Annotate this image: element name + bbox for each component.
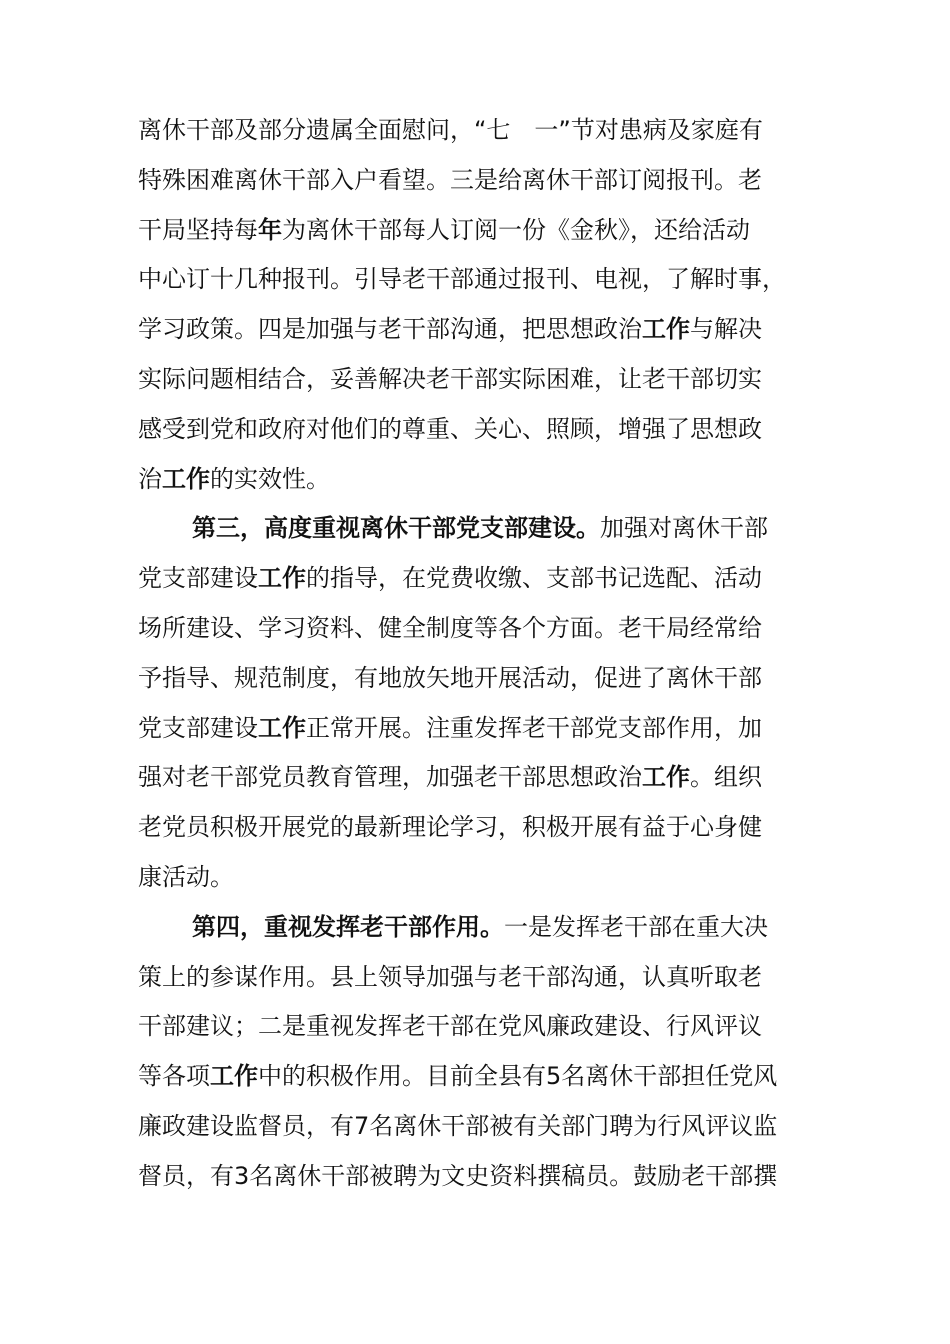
text-line xyxy=(138,1052,838,1102)
text-segment: 策上的参谋作用。县上领导加强与老干部沟通，认真听取老 xyxy=(138,962,762,991)
text-segment: 中心订十几种报刊。引导老干部通过报刊、电视，了解时事， xyxy=(138,265,786,294)
text-line xyxy=(138,305,838,355)
text-segment: 加强对离休干部 xyxy=(600,514,768,543)
text-segment: 与解决 xyxy=(690,315,762,344)
bold-text-segment: 第四，重视发挥老干部作用。 xyxy=(192,912,504,941)
text-segment: 离休干部及部分遗属全面慰问，“七 一”节对患病及家庭有 xyxy=(138,116,763,144)
text-segment: 老党员积极开展党的最新理论学习，积极开展有益于心身健 xyxy=(138,813,762,842)
bold-text-segment: 工作 xyxy=(210,1062,258,1091)
text-segment: 的实效性。 xyxy=(210,464,330,493)
text-segment: 。组织 xyxy=(690,763,762,792)
text-line xyxy=(138,156,838,206)
text-segment: 予指导、规范制度，有地放矢地开展活动，促进了离休干部 xyxy=(138,663,762,692)
text-line xyxy=(138,1002,838,1052)
text-line xyxy=(138,455,838,505)
text-line xyxy=(138,255,838,305)
text-segment: 感受到党和政府对他们的尊重、关心、照顾，增强了思想政 xyxy=(138,414,762,443)
text-segment: 督员，有3名离休干部被聘为文史资料撰稿员。鼓励老干部撰 xyxy=(138,1161,778,1190)
bold-text-segment: 第三，高度重视离休干部党支部建设。 xyxy=(192,514,600,543)
text-line xyxy=(138,853,838,903)
text-line xyxy=(138,206,838,256)
text-segment: 等各项 xyxy=(138,1062,210,1091)
paragraph-first-line xyxy=(138,903,838,953)
text-line xyxy=(138,1102,838,1152)
text-segment: 一是发挥老干部在重大决 xyxy=(504,912,768,941)
text-line xyxy=(138,554,838,604)
text-line xyxy=(138,604,838,654)
text-segment: 中的积极作用。目前全县有5名离休干部担任党风 xyxy=(258,1062,778,1091)
text-segment: 的指导，在党费收缴、支部书记选配、活动 xyxy=(306,564,762,593)
text-line xyxy=(138,654,838,704)
text-line xyxy=(138,953,838,1003)
text-line xyxy=(138,405,838,455)
bold-text-segment: 工作 xyxy=(642,315,690,344)
text-segment: 党支部建设 xyxy=(138,564,258,593)
text-segment: 康活动。 xyxy=(138,862,234,891)
text-segment: 学习政策。四是加强与老干部沟通，把思想政治 xyxy=(138,315,642,344)
text-segment: 实际问题相结合，妥善解决老干部实际困难，让老干部切实 xyxy=(138,364,762,393)
text-line xyxy=(138,106,838,156)
text-segment: 干局坚持每 xyxy=(138,215,258,244)
text-segment: 治 xyxy=(138,464,162,493)
text-segment: 场所建设、学习资料、健全制度等各个方面。老干局经常给 xyxy=(138,613,762,642)
text-line xyxy=(138,355,838,405)
text-line xyxy=(138,803,838,853)
text-line xyxy=(138,753,838,803)
bold-text-segment: 工作 xyxy=(642,763,690,792)
text-line xyxy=(138,1152,838,1202)
bold-text-segment: 工作 xyxy=(258,564,306,593)
bold-text-segment: 年 xyxy=(258,215,282,244)
text-segment: 强对老干部党员教育管理，加强老干部思想政治 xyxy=(138,763,642,792)
text-segment: 党支部建设 xyxy=(138,713,258,742)
paragraph-first-line xyxy=(138,504,838,554)
text-segment: 为离休干部每人订阅一份《金秋》，还给活动 xyxy=(282,215,750,244)
text-segment: 正常开展。注重发挥老干部党支部作用，加 xyxy=(306,713,762,742)
text-segment: 特殊困难离休干部入户看望。三是给离休干部订阅报刊。老 xyxy=(138,165,762,194)
text-line xyxy=(138,704,838,754)
text-segment: 廉政建设监督员，有7名离休干部被有关部门聘为行风评议监 xyxy=(138,1111,778,1140)
text-segment: 干部建议；二是重视发挥老干部在党风廉政建设、行风评议 xyxy=(138,1012,762,1041)
bold-text-segment: 工作 xyxy=(258,713,306,742)
body-text xyxy=(138,106,838,1202)
bold-text-segment: 工作 xyxy=(162,464,210,493)
